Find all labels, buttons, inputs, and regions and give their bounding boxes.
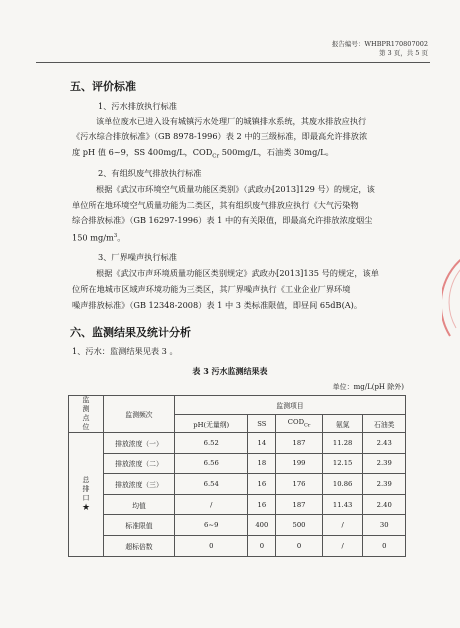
cell: 6~9 <box>175 515 248 536</box>
item-2-line-4: 150 $mg/m^3$。 <box>72 232 126 243</box>
cell: 199 <box>276 453 323 474</box>
page-header <box>332 40 428 58</box>
table-row <box>69 494 406 515</box>
cell: 400 <box>248 515 276 536</box>
cell: 2.43 <box>363 433 406 454</box>
row-label: 排放浓度（一） <box>104 433 175 454</box>
table-row <box>69 515 406 536</box>
item-1-title: 1、污水排放执行标准 <box>98 101 177 111</box>
cell: / <box>175 494 248 515</box>
cell: 0 <box>276 535 323 556</box>
cell: 0 <box>363 535 406 556</box>
cell: / <box>322 535 363 556</box>
table-row <box>69 433 406 454</box>
cell: 500 <box>276 515 323 536</box>
table-row <box>69 474 406 495</box>
cell: 10.86 <box>322 474 363 495</box>
cell: 176 <box>276 474 323 495</box>
cell: 16 <box>248 474 276 495</box>
item-3-line-3: 噪声排放标准》（GB 12348-2008）表 1 中 3 类标准限值，即昼间 65dB(A)。 <box>72 300 363 310</box>
row-label: 排放浓度（二） <box>104 453 175 474</box>
item-3-title: 3、厂界噪声执行标准 <box>98 252 177 262</box>
cell: 187 <box>276 433 323 454</box>
col-header-ss: SS <box>248 415 276 433</box>
item-2-title: 2、有组织废气排放执行标准 <box>98 168 202 178</box>
cell: 18 <box>248 453 276 474</box>
col-header-petroleum: 石油类 <box>363 415 406 433</box>
row-label: 标准限值 <box>104 515 175 536</box>
row-label: 均值 <box>104 494 175 515</box>
cell: 11.43 <box>322 494 363 515</box>
cell: 6.54 <box>175 474 248 495</box>
cell: 2.39 <box>363 453 406 474</box>
header-divider <box>36 62 430 63</box>
cell: 6.52 <box>175 433 248 454</box>
cell: 16 <box>248 494 276 515</box>
red-seal-stamp-fragment <box>442 250 460 340</box>
wastewater-results-table <box>68 395 406 557</box>
report-number: 报告编号：WHBPR170807002 <box>331 40 428 48</box>
table-3-unit: 单位：mg/L(pH 除外) <box>332 383 404 391</box>
section-5-title: 五、评价标准 <box>70 80 136 93</box>
item-1-line-1: 该单位废水已进入设有城镇污水处理厂的城镇排水系统，其废水排放应执行 <box>96 116 367 126</box>
item-1-line-2: 《污水综合排放标准》（GB 8978-1996）表 2 中的三级标准，即最高允许排放浓 <box>72 131 368 141</box>
cell: 14 <box>248 433 276 454</box>
cell: 11.28 <box>322 433 363 454</box>
section-6-sub-1: 1、污水：监测结果见表 3 。 <box>72 346 178 356</box>
point-cell <box>69 433 104 557</box>
item-1-line-3: 度 pH 值 6~9，SS 400mg/L，$COD_{Cr}$ 500mg/L，石油类 30mg/L。 <box>72 147 334 160</box>
item-2-line-1: 根据《武汉市环境空气质量功能区类别》（武政办[2013]129 号）的规定，该 <box>96 184 375 194</box>
item-2-line-2: 单位所在地环境空气质量功能为二类区，其有组织废气排放应执行《大气污染物 <box>72 200 359 210</box>
point-header: 监测点位 <box>69 396 104 433</box>
cell: 0 <box>175 535 248 556</box>
col-header-ph: pH(无量纲) <box>175 415 248 433</box>
item-2-line-3: 综合排放标准》（GB 16297-1996）表 1 中的有关限值，即最高允许排放浓度烟尘 <box>72 215 373 225</box>
cell: / <box>322 515 363 536</box>
row-label: 排放浓度（三） <box>104 474 175 495</box>
cell: 12.15 <box>322 453 363 474</box>
table-row <box>69 453 406 474</box>
item-3-line-2: 位所在地城市区域声环境功能为三类区，其厂界噪声执行《工业企业厂界环境 <box>72 284 351 294</box>
cell: 2.40 <box>363 494 406 515</box>
point-name: 总排口 <box>82 475 90 502</box>
cell: 2.39 <box>363 474 406 495</box>
item-3-line-1: 根据《武汉市声环境质量功能区类别规定》武政办[2013]135 号的规定，该单 <box>96 268 379 278</box>
cell: 30 <box>363 515 406 536</box>
cell: 6.56 <box>175 453 248 474</box>
items-header: 监测项目 <box>175 396 406 415</box>
col-header-ammonia: 氨氮 <box>322 415 363 433</box>
point-star-icon: ★ <box>81 502 91 513</box>
table-header-row-1 <box>69 396 406 415</box>
table-row <box>69 535 406 556</box>
cell: 187 <box>276 494 323 515</box>
page-info: 第 3 页，共 5 页 <box>378 49 428 57</box>
frequency-header: 监测频次 <box>104 396 175 433</box>
col-header-cod: $COD_{Cr}$ <box>276 415 323 433</box>
section-6-title: 六、监测结果及统计分析 <box>70 326 191 339</box>
row-label: 超标倍数 <box>104 535 175 556</box>
cell: 0 <box>248 535 276 556</box>
table-3-caption: 表 3 污水监测结果表 <box>192 366 268 376</box>
